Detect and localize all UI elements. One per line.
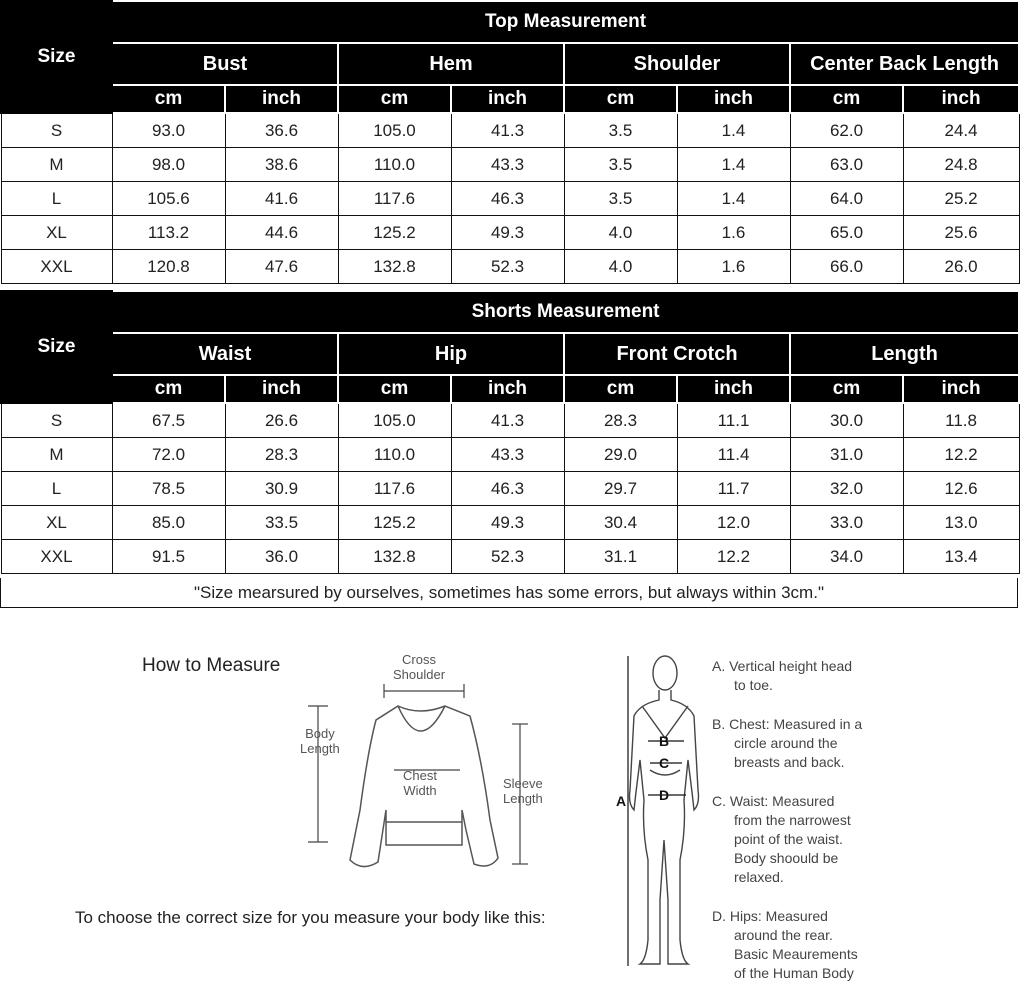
size-cell: L [1,182,112,216]
legend-item-a: A. Vertical height head to toe. [712,658,853,693]
how-to-measure-title: How to Measure [142,655,281,676]
body-marker-b: B [659,733,670,749]
unit-header: inch [677,375,790,403]
column-group-header: Waist [112,333,338,375]
value-cell: 30.0 [790,403,903,438]
value-cell: 72.0 [112,438,225,472]
value-cell: 12.2 [677,540,790,574]
value-cell: 132.8 [338,250,451,284]
value-cell: 44.6 [225,216,338,250]
table-row [1,540,1019,574]
value-cell: 25.2 [903,182,1019,216]
value-cell: 110.0 [338,148,451,182]
table-row [1,438,1019,472]
unit-header: cm [338,85,451,113]
body-length-label: Body Length [300,726,340,756]
value-cell: 4.0 [564,250,677,284]
value-cell: 26.0 [903,250,1019,284]
chest-width-label: Chest Width [403,768,437,798]
measurement-note: "Size mearsured by ourselves, sometimes has some errors, but always within 3cm." [0,578,1018,608]
top-measurement-table [0,0,1020,284]
unit-header: inch [451,85,564,113]
column-group-header: Hem [338,43,564,85]
unit-header: inch [903,85,1019,113]
size-cell: S [1,403,112,438]
value-cell: 105.6 [112,182,225,216]
legend-item-c: C. Waist: Measured from the narrowest point of the waist. Body shoould be relaxed. [712,793,851,885]
value-cell: 66.0 [790,250,903,284]
value-cell: 47.6 [225,250,338,284]
value-cell: 1.4 [677,148,790,182]
value-cell: 31.1 [564,540,677,574]
value-cell: 46.3 [451,182,564,216]
unit-header: inch [451,375,564,403]
unit-header: cm [564,375,677,403]
table-row [1,472,1019,506]
table-row [1,250,1019,284]
value-cell: 26.6 [225,403,338,438]
table-row [1,506,1019,540]
value-cell: 25.6 [903,216,1019,250]
column-group-header: Front Crotch [564,333,790,375]
unit-header: inch [225,375,338,403]
table-row [1,113,1019,148]
value-cell: 125.2 [338,506,451,540]
legend-item-b: B. Chest: Measured in a circle around the breasts and back. [712,716,863,770]
value-cell: 12.6 [903,472,1019,506]
value-cell: 113.2 [112,216,225,250]
sleeve-length-label: Sleeve Length [503,776,543,806]
table-title: Top Measurement [112,1,1019,43]
value-cell: 1.4 [677,113,790,148]
column-group-header: Length [790,333,1019,375]
legend-item-d: D. Hips: Measured around the rear. Basic Meaurements of the Human Body [712,908,858,981]
value-cell: 85.0 [112,506,225,540]
value-cell: 117.6 [338,472,451,506]
value-cell: 3.5 [564,182,677,216]
value-cell: 41.3 [451,403,564,438]
unit-header: cm [564,85,677,113]
value-cell: 43.3 [451,438,564,472]
value-cell: 38.6 [225,148,338,182]
table-row [1,216,1019,250]
unit-header: inch [225,85,338,113]
table-title: Shorts Measurement [112,291,1019,333]
value-cell: 1.4 [677,182,790,216]
value-cell: 13.0 [903,506,1019,540]
value-cell: 49.3 [451,506,564,540]
value-cell: 52.3 [451,540,564,574]
value-cell: 117.6 [338,182,451,216]
unit-header: cm [790,375,903,403]
value-cell: 49.3 [451,216,564,250]
table-row [1,182,1019,216]
value-cell: 1.6 [677,216,790,250]
value-cell: 33.0 [790,506,903,540]
value-cell: 28.3 [564,403,677,438]
choose-size-instruction: To choose the correct size for you measure your body like this: [75,908,546,927]
unit-header: cm [338,375,451,403]
shorts-measurement-table [0,290,1020,574]
value-cell: 120.8 [112,250,225,284]
value-cell: 105.0 [338,113,451,148]
unit-header: cm [112,375,225,403]
column-group-header: Center Back Length [790,43,1019,85]
value-cell: 41.3 [451,113,564,148]
value-cell: 125.2 [338,216,451,250]
value-cell: 64.0 [790,182,903,216]
value-cell: 30.9 [225,472,338,506]
value-cell: 4.0 [564,216,677,250]
value-cell: 105.0 [338,403,451,438]
value-cell: 12.0 [677,506,790,540]
cross-shoulder-label: Cross Shoulder [393,652,446,682]
value-cell: 52.3 [451,250,564,284]
unit-header: cm [112,85,225,113]
size-header: Size [1,1,112,113]
size-cell: M [1,148,112,182]
value-cell: 110.0 [338,438,451,472]
value-cell: 98.0 [112,148,225,182]
body-marker-a: A [616,793,627,809]
value-cell: 3.5 [564,148,677,182]
column-group-header: Hip [338,333,564,375]
sweater-neckline-icon [398,706,445,731]
size-header: Size [1,291,112,403]
body-marker-d: D [659,787,670,803]
value-cell: 41.6 [225,182,338,216]
value-cell: 65.0 [790,216,903,250]
value-cell: 12.2 [903,438,1019,472]
column-group-header: Bust [112,43,338,85]
column-group-header: Shoulder [564,43,790,85]
unit-header: inch [677,85,790,113]
value-cell: 11.1 [677,403,790,438]
value-cell: 67.5 [112,403,225,438]
size-cell: XXL [1,540,112,574]
size-cell: L [1,472,112,506]
size-cell: S [1,113,112,148]
value-cell: 11.7 [677,472,790,506]
unit-header: cm [790,85,903,113]
value-cell: 132.8 [338,540,451,574]
value-cell: 63.0 [790,148,903,182]
value-cell: 28.3 [225,438,338,472]
value-cell: 32.0 [790,472,903,506]
human-body-figure-icon [630,656,699,964]
value-cell: 30.4 [564,506,677,540]
value-cell: 24.8 [903,148,1019,182]
value-cell: 24.4 [903,113,1019,148]
value-cell: 78.5 [112,472,225,506]
value-cell: 62.0 [790,113,903,148]
value-cell: 11.4 [677,438,790,472]
value-cell: 31.0 [790,438,903,472]
body-marker-c: C [659,755,670,771]
value-cell: 34.0 [790,540,903,574]
unit-header: inch [903,375,1019,403]
value-cell: 13.4 [903,540,1019,574]
table-row [1,403,1019,438]
value-cell: 33.5 [225,506,338,540]
value-cell: 43.3 [451,148,564,182]
size-cell: XL [1,216,112,250]
size-cell: XL [1,506,112,540]
value-cell: 3.5 [564,113,677,148]
value-cell: 1.6 [677,250,790,284]
value-cell: 36.0 [225,540,338,574]
value-cell: 29.0 [564,438,677,472]
size-cell: XXL [1,250,112,284]
size-cell: M [1,438,112,472]
value-cell: 36.6 [225,113,338,148]
value-cell: 46.3 [451,472,564,506]
value-cell: 93.0 [112,113,225,148]
value-cell: 29.7 [564,472,677,506]
value-cell: 91.5 [112,540,225,574]
table-row [1,148,1019,182]
value-cell: 11.8 [903,403,1019,438]
